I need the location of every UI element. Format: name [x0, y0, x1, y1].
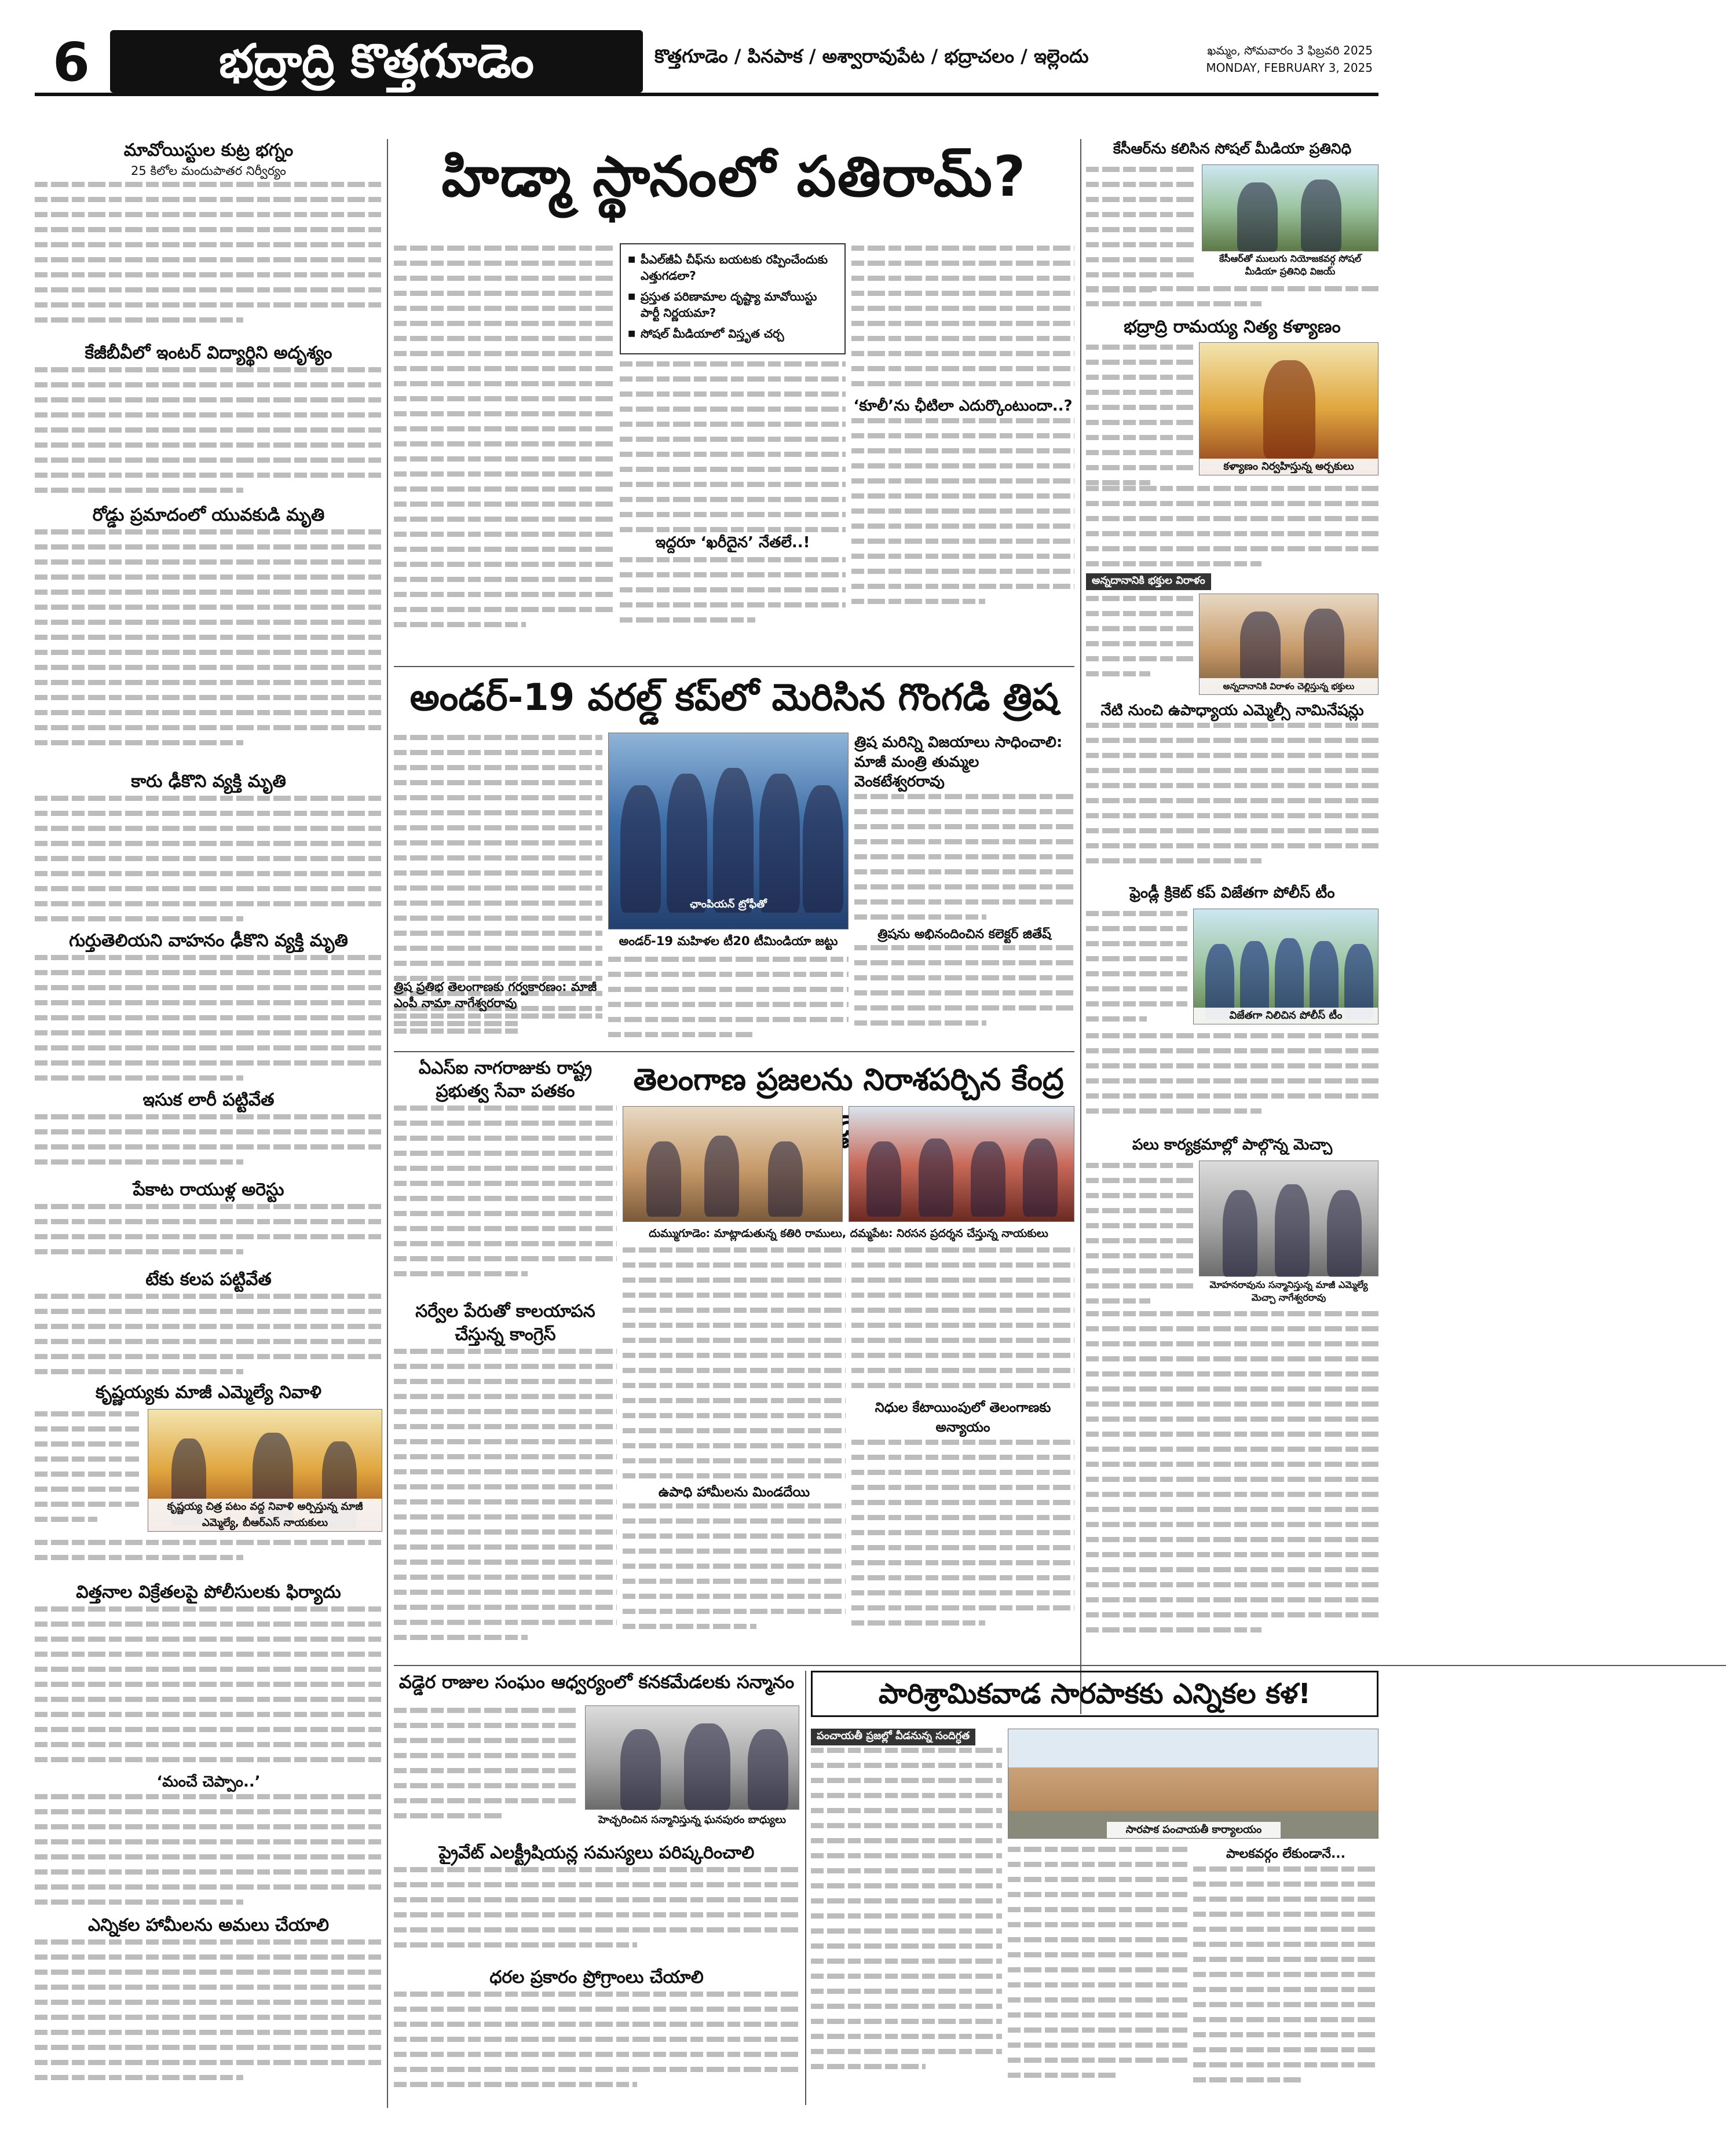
article-maoist-plot — [35, 139, 382, 339]
article-text — [1086, 167, 1196, 302]
sarapaka-subhead: పంచాయతీ ప్రజల్లో వీడనున్న సందిగ్ధత — [811, 1729, 975, 1745]
side-headline: త్రిష మరిన్ని విజయాలు సాధించాలి: మాజీ మంత్రి తుమ్మల వెంకటేశ్వరరావు — [854, 734, 1063, 790]
vaddera-caption-block — [585, 1811, 799, 1829]
budget-column-1 — [623, 1245, 846, 1659]
photo-caption: మోహనరావును సన్మానిస్తున్న మాజీ ఎమ్మెల్యే మెచ్చా నాగేశ్వరరావు — [1209, 1279, 1368, 1303]
article-text — [1086, 345, 1193, 495]
article-text — [35, 1606, 382, 1762]
article-text — [854, 945, 1074, 1026]
vaddera-headline-block — [394, 1671, 799, 1703]
section-rule — [394, 666, 1074, 667]
article-text — [620, 361, 846, 623]
article-text — [394, 1992, 799, 2087]
budget-column-2 — [851, 1245, 1074, 1659]
headline: పేకాట రాయుళ్ల అరెస్టు — [133, 1180, 284, 1200]
sarapaka-headline-block — [811, 1671, 1378, 1723]
article-text — [811, 1748, 1002, 2069]
photo-caption: దుమ్ముగూడెం: మాట్లాడుతున్న కతిరి రాములు, దమ్మపేట: నిరసన ప్రదర్శన చేస్తున్న నాయకులు — [649, 1227, 1048, 1240]
photo-caption: కేసీఆర్‌తో ములుగు నియోజకవర్గ సోషల్ మీడియా ప్రతినిధి విజయ్ — [1219, 253, 1362, 277]
donation-photo — [1199, 594, 1378, 695]
trisha-headline-block — [394, 672, 1074, 727]
article-unknown-vehicle — [35, 929, 382, 1086]
article-friendly-cricket — [1086, 883, 1378, 1132]
highlight-item: ■ ప్రస్తుత పరిణామాల దృష్ట్యా మావోయిస్టు పార్టీ నిర్ణయమా? — [628, 288, 838, 321]
subheadline: 25 కిలోల మందుపాతర నిర్వీర్యం — [131, 164, 286, 178]
lead-column-3 — [851, 243, 1074, 660]
headline: సర్వేల పేరుతో కాలయాపన చేస్తున్న కాంగ్రెస్ — [415, 1301, 595, 1345]
photo-caption: అన్నదానానికి విరాళం చెల్లిస్తున్న భక్తులు — [1200, 678, 1378, 694]
article-election-promises — [35, 1914, 382, 2105]
headline: రోడ్డు ప్రమాదంలో యువకుడి మృతి — [92, 505, 325, 525]
budget-subhead-2-block — [623, 1483, 846, 1506]
lead-subhead-2-block — [620, 533, 846, 556]
photo-caption: ఛాంపియన్ ట్రోఫీతో — [690, 898, 767, 910]
sarapaka-column-3 — [1193, 1844, 1378, 2105]
article-text — [1086, 486, 1378, 576]
article-asi-medal — [394, 1057, 617, 1297]
budget-photo-1 — [623, 1106, 843, 1222]
sarapaka-column-2 — [1008, 1844, 1187, 2105]
date-english: MONDAY, FEBRUARY 3, 2025 — [1206, 61, 1373, 75]
edition-title: భద్రాద్రి కొత్తగూడెం — [110, 30, 643, 93]
trisha-column-2 — [608, 954, 849, 1047]
headline: ఇసుక లారీ పట్టివేత — [142, 1090, 275, 1110]
masthead — [35, 28, 1378, 96]
article-ramayya-kalyanam — [1086, 316, 1378, 698]
column-rule — [387, 139, 388, 2108]
headline: ధరల ప్రకారం ప్రోగ్రాంలు చేయాలి — [489, 1967, 704, 1987]
budget-headline: తెలంగాణ ప్రజలను నిరాశపర్చిన కేంద్ర — [633, 1063, 1064, 1097]
highlight-item: ■ పీఎల్‌జీఏ చీఫ్‌ను బయటకు రప్పించేందుకు ఎత్తుగడలా? — [628, 251, 838, 284]
mechha-photo — [1199, 1161, 1378, 1276]
lead-headline-block — [394, 139, 1074, 232]
kcr-photo — [1202, 164, 1378, 251]
article-text — [1086, 286, 1378, 316]
trisha-nama-quote — [394, 979, 602, 1048]
edition-areas: కొత్తగూడెం / పినపాక / అశ్వారావుపేట / భద్రాచలం / ఇల్లెందు — [654, 45, 1089, 67]
article-text — [35, 367, 382, 493]
article-text — [35, 1939, 382, 2080]
headline: ఫ్రెండ్లీ క్రికెట్ కప్ విజేతగా పోలీస్ టీం — [1129, 884, 1335, 902]
cricket-team-photo — [1193, 909, 1378, 1024]
article-text — [35, 1114, 382, 1165]
photo-caption: కృష్ణయ్య చిత్ర పటం వద్ద నివాళి అర్పిస్తున్న మాజీ ఎమ్మెల్యే, బీఆర్ఎస్ నాయకులు — [148, 1499, 382, 1531]
column-rule — [805, 1671, 806, 2105]
dateline — [1206, 42, 1373, 76]
article-text — [35, 182, 382, 323]
photo-caption: అండర్-19 మహిళల టీ20 టీమిండియా జట్టు — [619, 934, 838, 948]
article-mechha-programs — [1086, 1135, 1378, 1659]
budget-subhead-2: ఉపాధి హామీలను మిండదేయి — [623, 1483, 846, 1502]
headline: కేసీఆర్‌ను కలిసిన సోషల్ మీడియా ప్రతినిధి — [1113, 140, 1352, 157]
headline: భద్రాద్రి రామయ్య నిత్య కళ్యాణం — [1124, 317, 1341, 337]
article-text — [851, 246, 1074, 386]
article-text — [394, 1349, 617, 1640]
article-electricians — [394, 1842, 799, 1963]
article-text — [35, 955, 382, 1081]
headline: మావోయిస్టుల కుట్ర భగ్నం — [123, 140, 294, 160]
headline: కేజీబీవీలో ఇంటర్ విద్యార్థిని అదృశ్యం — [85, 343, 332, 363]
trisha-photo-caption-block — [608, 932, 849, 951]
article-text — [854, 794, 1074, 920]
lead-highlights — [620, 243, 846, 354]
article-krishnaiah-tribute — [35, 1381, 382, 1578]
article-road-accident — [35, 504, 382, 767]
article-text — [35, 1540, 382, 1570]
sarapaka-headline: పారిశ్రామికవాడ సారపాకకు ఎన్నికల కళ! — [811, 1671, 1378, 1717]
photo-caption: విజేతగా నిలిచిన పోలీస్ టీం — [1194, 1008, 1378, 1024]
article-sand-lorry — [35, 1089, 382, 1176]
article-kgbv-student — [35, 342, 382, 501]
inner-subhead: ‘మంచే చెప్పాం..’ — [156, 1773, 261, 1791]
section-rule — [394, 1051, 1074, 1052]
vaddera-column-1 — [394, 1705, 579, 1839]
date-telugu: ఖమ్మం, సోమవారం 3 ఫిబ్రవరి 2025 — [1207, 43, 1373, 57]
article-text — [394, 1708, 579, 1818]
headline: వడ్డెర రాజుల సంఘం ఆధ్వర్యంలో కనకమేడలకు సన్మానం — [398, 1672, 795, 1693]
column-rule — [1080, 139, 1081, 1714]
article-text — [35, 529, 382, 745]
article-text — [35, 1294, 382, 1374]
lead-headline: హిడ్మా స్థానంలో పతిరామ్? — [441, 144, 1027, 209]
headline: గుర్తుతెలియని వాహనం ఢీకొని వ్యక్తి మృతి — [69, 931, 348, 951]
headline: నేటి నుంచి ఉపాధ్యాయ ఎమ్మెల్సీ నామినేషన్లు — [1100, 702, 1364, 719]
trisha-collector-box — [854, 927, 1074, 1048]
headline: ఎన్నికల హామీలను అమలు చేయాలి — [87, 1915, 330, 1935]
photo-caption: సారపాక పంచాయతీ కార్యాలయం — [1107, 1822, 1281, 1838]
headline: ప్రైవేట్ ఎలక్ట్రీషియన్ల సమస్యలు పరిష్కరించాలి — [438, 1843, 755, 1863]
article-text — [394, 1867, 799, 1948]
budget-headline-block — [623, 1057, 1074, 1103]
article-text — [851, 1247, 1074, 1388]
trisha-tummala-quote — [854, 733, 1074, 924]
sarapaka-column-1 — [811, 1729, 1002, 2105]
lead-column-1 — [394, 243, 614, 660]
sarapaka-office-photo — [1008, 1729, 1378, 1839]
article-seed-sellers — [35, 1581, 382, 1911]
highlight-item: ■ సోషల్ మీడియాలో విస్తృత చర్చ — [628, 325, 838, 342]
article-programs-rates — [394, 1966, 799, 2105]
photo-caption: కళ్యాణం నిర్వహిస్తున్న అర్చకులు — [1200, 459, 1378, 475]
trisha-headline: అండర్-19 వరల్డ్ కప్‌లో మెరిసిన గొంగడి త్రిష — [409, 676, 1059, 719]
vaddera-photo — [585, 1705, 799, 1810]
headline: కృష్ణయ్యకు మాజీ ఎమ్మెల్యే నివాళి — [96, 1382, 321, 1403]
lead-subhead-2: ఇద్దరూ ‘ఖరీదైన’ నేతలే..! — [620, 533, 846, 552]
article-congress-surveys — [394, 1300, 617, 1659]
article-text — [394, 246, 614, 627]
article-text — [1086, 1033, 1378, 1123]
section-rule — [394, 1665, 1726, 1666]
inner-subhead: అన్నదానానికి భక్తుల విరాళం — [1086, 573, 1211, 590]
article-text — [851, 1440, 1074, 1626]
box-headline: త్రిష ప్రతిభ తెలంగాణకు గర్వకారణం: మాజీ ఎంపీ నామా నాగేశ్వరరావు — [394, 980, 597, 1010]
article-text — [623, 1247, 846, 1629]
article-car-hit — [35, 770, 382, 927]
tribute-photo — [148, 1409, 382, 1532]
lead-subhead: ‘కూలీ’ను ఛీటిలా ఎదుర్కొంటుందా..? — [853, 397, 1073, 415]
trisha-team-photo — [608, 733, 849, 929]
headline: టేకు కలప పట్టివేత — [145, 1269, 272, 1290]
article-text — [1086, 723, 1378, 863]
budget-caption-block — [623, 1225, 1074, 1242]
article-text — [608, 957, 849, 1037]
article-text — [1086, 911, 1187, 1031]
article-text — [35, 1204, 382, 1254]
headline: ఏఎస్ఐ నాగరాజుకు రాష్ట్ర ప్రభుత్వ సేవా పతకం — [418, 1058, 593, 1101]
photo-caption: హెచ్చరించిన సన్మానిస్తున్న ఘనపురం బాధ్యులు — [598, 1814, 786, 1826]
article-text — [851, 418, 1074, 604]
article-mlc-nominations — [1086, 701, 1378, 880]
article-text — [1008, 1847, 1187, 2078]
article-text — [394, 1013, 602, 1034]
article-text — [35, 1411, 139, 1532]
page-number: 6 — [52, 31, 90, 93]
box-headline: త్రిషను అభినందించిన కలెక్టర్ జితేష్ — [877, 927, 1051, 942]
article-text — [35, 1794, 382, 1905]
article-text — [1086, 1311, 1378, 1642]
headline: కారు ఢీకొని వ్యక్తి మృతి — [131, 771, 286, 792]
sarapaka-subhead-2: పాలకవర్గం లేకుండానే... — [1226, 1847, 1346, 1861]
budget-subhead: నిధుల కేటాయింపులో తెలంగాణకు అన్యాయం — [875, 1400, 1051, 1435]
headline: విత్తనాల విక్రేతలపై పోలీసులకు ఫిర్యాదు — [76, 1582, 341, 1602]
article-gamblers-arrest — [35, 1178, 382, 1265]
lead-column-2 — [620, 243, 846, 660]
article-kcr-meeting — [1086, 139, 1378, 313]
article-text — [1086, 596, 1193, 686]
article-teak-seized — [35, 1268, 382, 1378]
article-text — [35, 796, 382, 921]
kalyanam-photo — [1199, 342, 1378, 475]
article-text — [1193, 1866, 1378, 2082]
headline: పలు కార్యక్రమాల్లో పాల్గొన్న మెచ్చా — [1132, 1136, 1333, 1154]
budget-photo-2 — [849, 1106, 1074, 1222]
article-text — [394, 1106, 617, 1276]
article-text — [1086, 1163, 1193, 1313]
